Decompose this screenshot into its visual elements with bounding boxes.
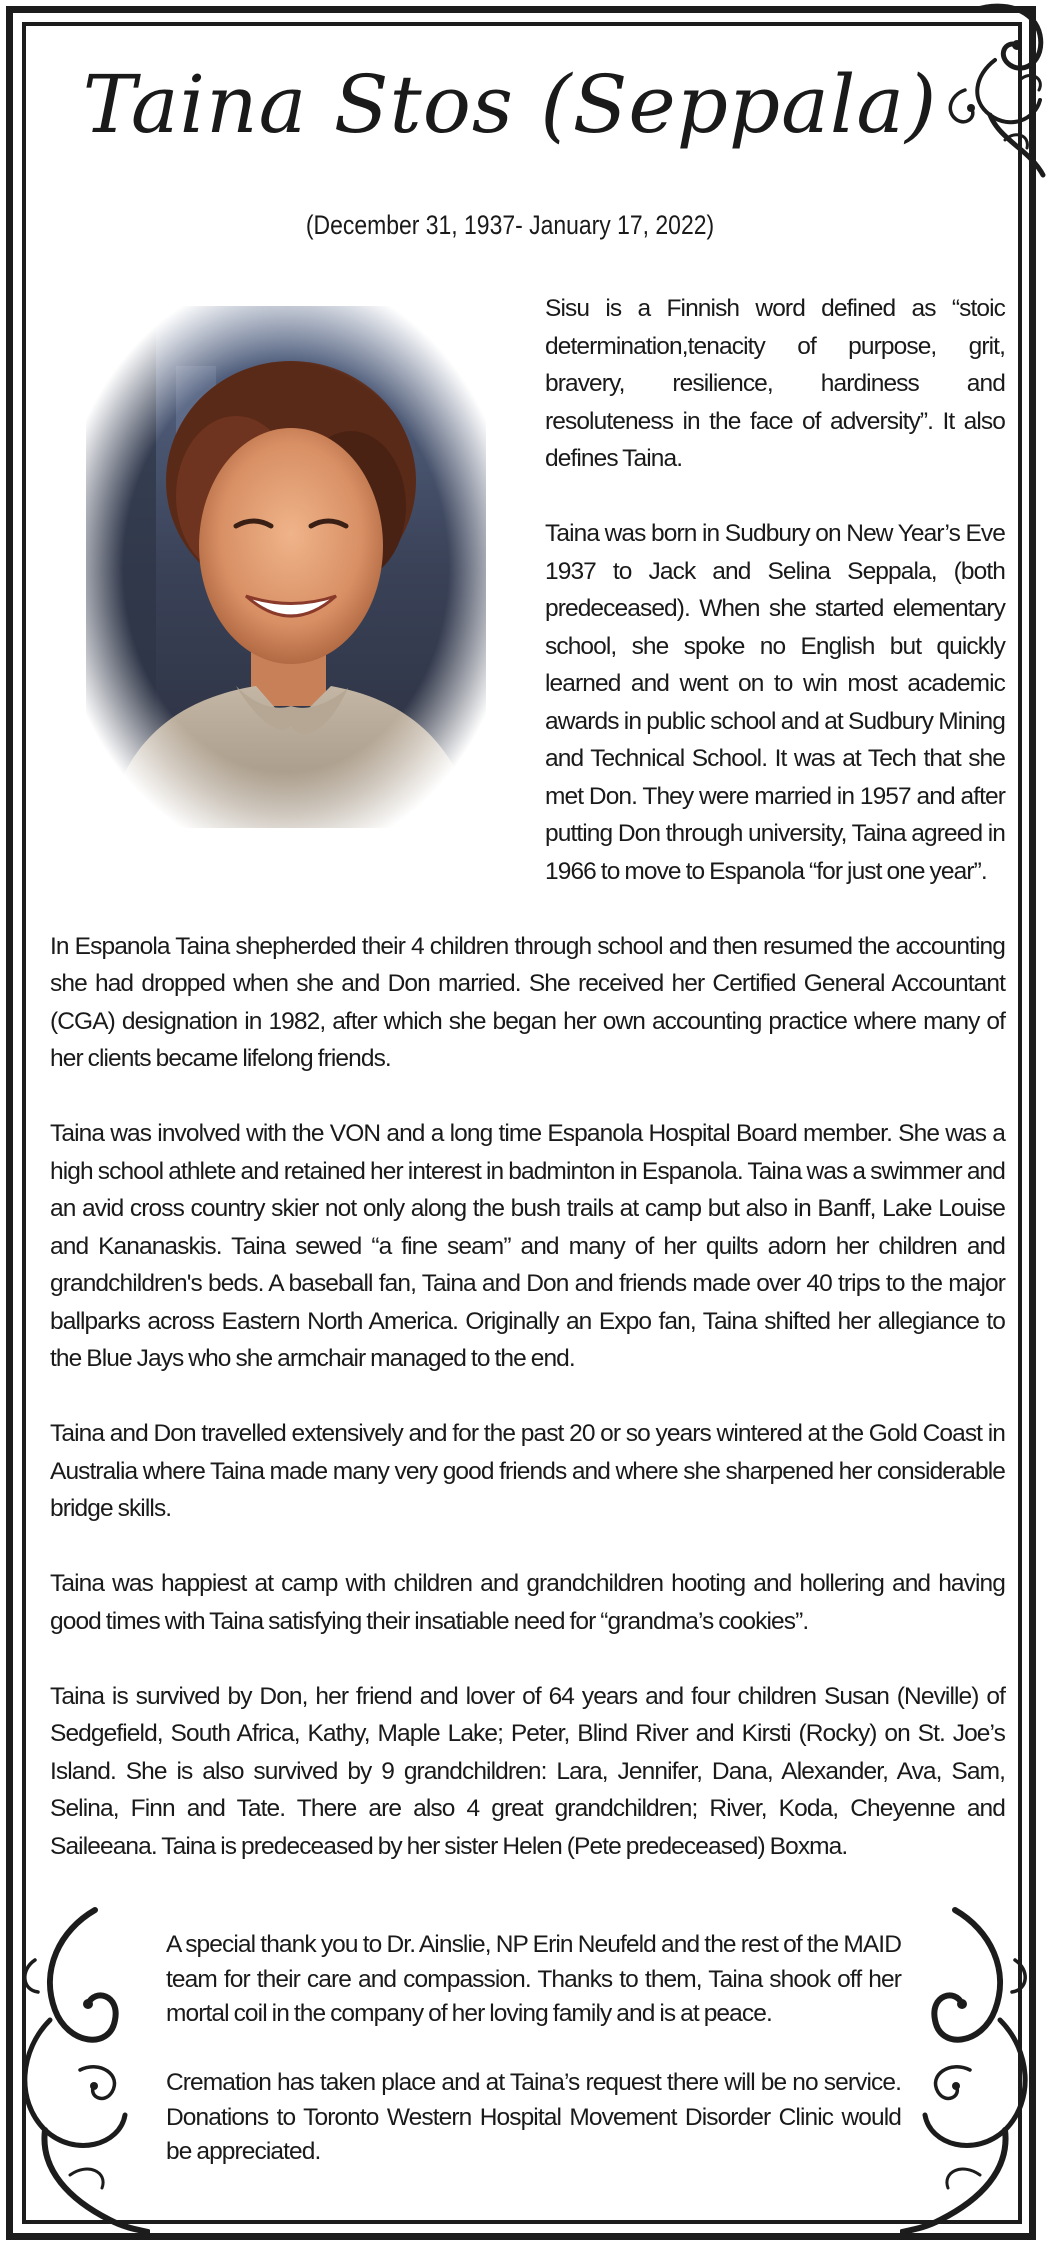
paragraph-camp: Taina was happiest at camp with children and grandchildren hooting and hollering and having good times with Taina satisfying their insatiable need for “grandma’s cookies”. [50,1570,1005,1635]
flourish-bottom-left-icon [0,1900,150,2248]
paragraph-early-life: Taina was born in Sudbury on New Year’s Eve 1937 to Jack and Selina Seppala, (both predeceased). When she started elementary school, she spoke no English but quickly learned and went on to win most academic awards in public school and at Sudbury Mining and Technical School. It was at Tech that she met Don. They were married in 1957 and after putting Don through university, Taina agreed in 1966 to move to Espanola “for just one year”. [545,520,1005,885]
paragraph-interests: Taina was involved with the VON and a long time Espanola Hospital Board member. She was a high school athlete and retained her interest in badminton in Espanola. Taina was a swimmer and an avid cross country skier not only along the bush trails at camp but also in Banff, Lake Louise and Kananaskis. Taina sewed “a fine seam” and many of her quilts adorn her children and grandchildren's beds. A baseball fan, Taina and Don and friends made over 40 trips to the major ballparks across Eastern North America. Originally an Expo fan, Taina shifted her allegiance to the Blue Jays who she armchair managed to the end. [50,1120,1005,1372]
paragraph-sisu: Sisu is a Finnish word defined as “stoic determination,tenacity of purpose, grit, bravery, resilience, hardiness and resoluteness in the face of adversity”. It also defines Taina. [545,295,1005,472]
obituary-body [50,290,1005,1903]
photo-spacer [50,290,545,872]
paragraph-thanks: A special thank you to Dr. Ainslie, NP Erin Neufeld and the rest of the MAID team for their care and compassion. Thanks to them, Taina shook off her mortal coil in the company of her loving family and is at peace. [166,1931,901,2027]
paragraph-survivors: Taina is survived by Don, her friend and lover of 64 years and four children Susan (Neville) of Sedgefield, South Africa, Kathy, Maple Lake; Peter, Blind River and Kirsti (Rocky) on St. Joe’s Island. She is also survived by 9 grandchildren: Lara, Jennifer, Dana, Alexander, Ava, Sam, Selina, Finn and Tate. There are also 4 great grandchildren; River, Koda, Cheyenne and Saileeana. Taina is predeceased by her sister Helen (Pete predeceased) Boxma. [50,1682,1005,1860]
closing-notes [166,1928,901,2204]
paragraph-service: Cremation has taken place and at Taina’s request there will be no service. Donations to Toronto Western Hospital Movement Disorder Clinic would be appreciated. [166,2069,901,2165]
paragraph-travel: Taina and Don travelled extensively and for the past 20 or so years wintered at the Gold Coast in Australia where Taina made many very good friends and where she sharpened her considerable bridge skills. [50,1420,1005,1522]
life-dates: (December 31, 1937- January 17, 2022) [305,210,715,240]
flourish-bottom-right-icon [900,1900,1050,2248]
obituary-title: Taina Stos (Seppala) [82,58,938,151]
paragraph-espanola: In Espanola Taina shepherded their 4 children through school and then resumed the accounting she had dropped when she and Don married. She received her Certified General Accountant (CGA) designation in 1982, after which she began her own accounting practice where many of her clients became lifelong friends. [50,932,1005,1072]
